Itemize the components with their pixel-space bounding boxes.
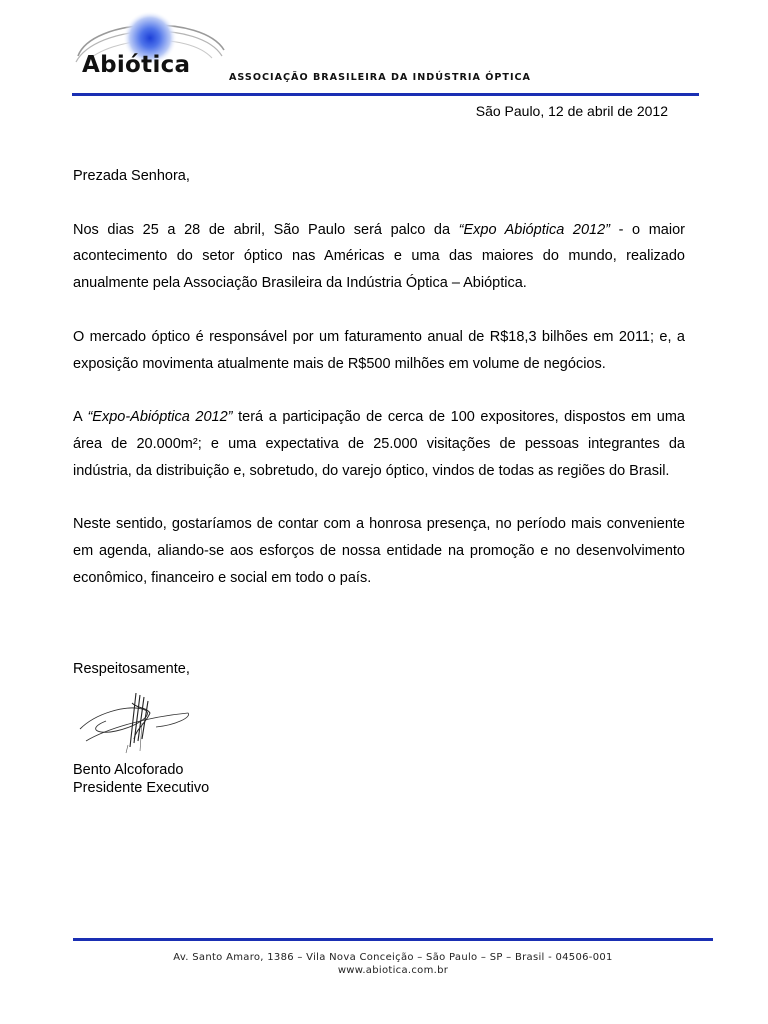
signer-block [73, 761, 209, 797]
letter-date: São Paulo, 12 de abril de 2012 [475, 103, 668, 119]
paragraph-3: A “Expo-Abióptica 2012” terá a participação de cerca de 100 expositores, dispostos em uma área de 20.000m²; e uma expectativa de 25.000 visitações de pessoas integrantes da indústria, da distribuição e, sobretudo, do varejo óptico, vindos de todas as regiões do Brasil. [73, 409, 685, 479]
paragraph-2: O mercado óptico é responsável por um faturamento anual de R$18,3 bilhões em 2011; e, a exposição movimenta atualmente mais de R$500 milhões em volume de negócios. [73, 328, 685, 372]
paragraph-1: Nos dias 25 a 28 de abril, São Paulo será palco da “Expo Abióptica 2012” - o maior acontecimento do setor óptico nas Américas e uma das maiores do mundo, realizado anualmente pela Associação Brasileira da Indústria Óptica – Abióptica. [73, 221, 685, 292]
footer [73, 951, 713, 977]
footer-divider [73, 938, 713, 941]
footer-address: Av. Santo Amaro, 1386 – Vila Nova Conceição – São Paulo – SP – Brasil - 04506-001 [173, 952, 613, 963]
event-name: “Expo Abióptica 2012” [458, 221, 610, 238]
organization-name: ASSOCIAÇÃO BRASILEIRA DA INDÚSTRIA ÓPTICA [229, 72, 531, 83]
logo-wordmark: Abiótica [82, 52, 191, 78]
event-name: “Expo-Abióptica 2012” [87, 409, 233, 426]
salutation: Prezada Senhora, [73, 168, 190, 184]
footer-website: www.abiotica.com.br [337, 965, 449, 976]
letter-body [73, 163, 685, 592]
signer-name: Bento Alcoforado [73, 762, 184, 778]
header-divider [72, 93, 699, 96]
paragraph-4: Neste sentido, gostaríamos de contar com a honrosa presença, no período mais conveniente em agenda, aliando-se aos esforços de nossa entidade na promoção e no desenvolvimento econômico, financeiro e social em todo o país. [73, 516, 685, 586]
handwritten-signature [76, 683, 194, 755]
closing: Respeitosamente, [73, 661, 190, 677]
abiotica-logo [72, 10, 227, 90]
signer-title: Presidente Executivo [73, 780, 210, 796]
